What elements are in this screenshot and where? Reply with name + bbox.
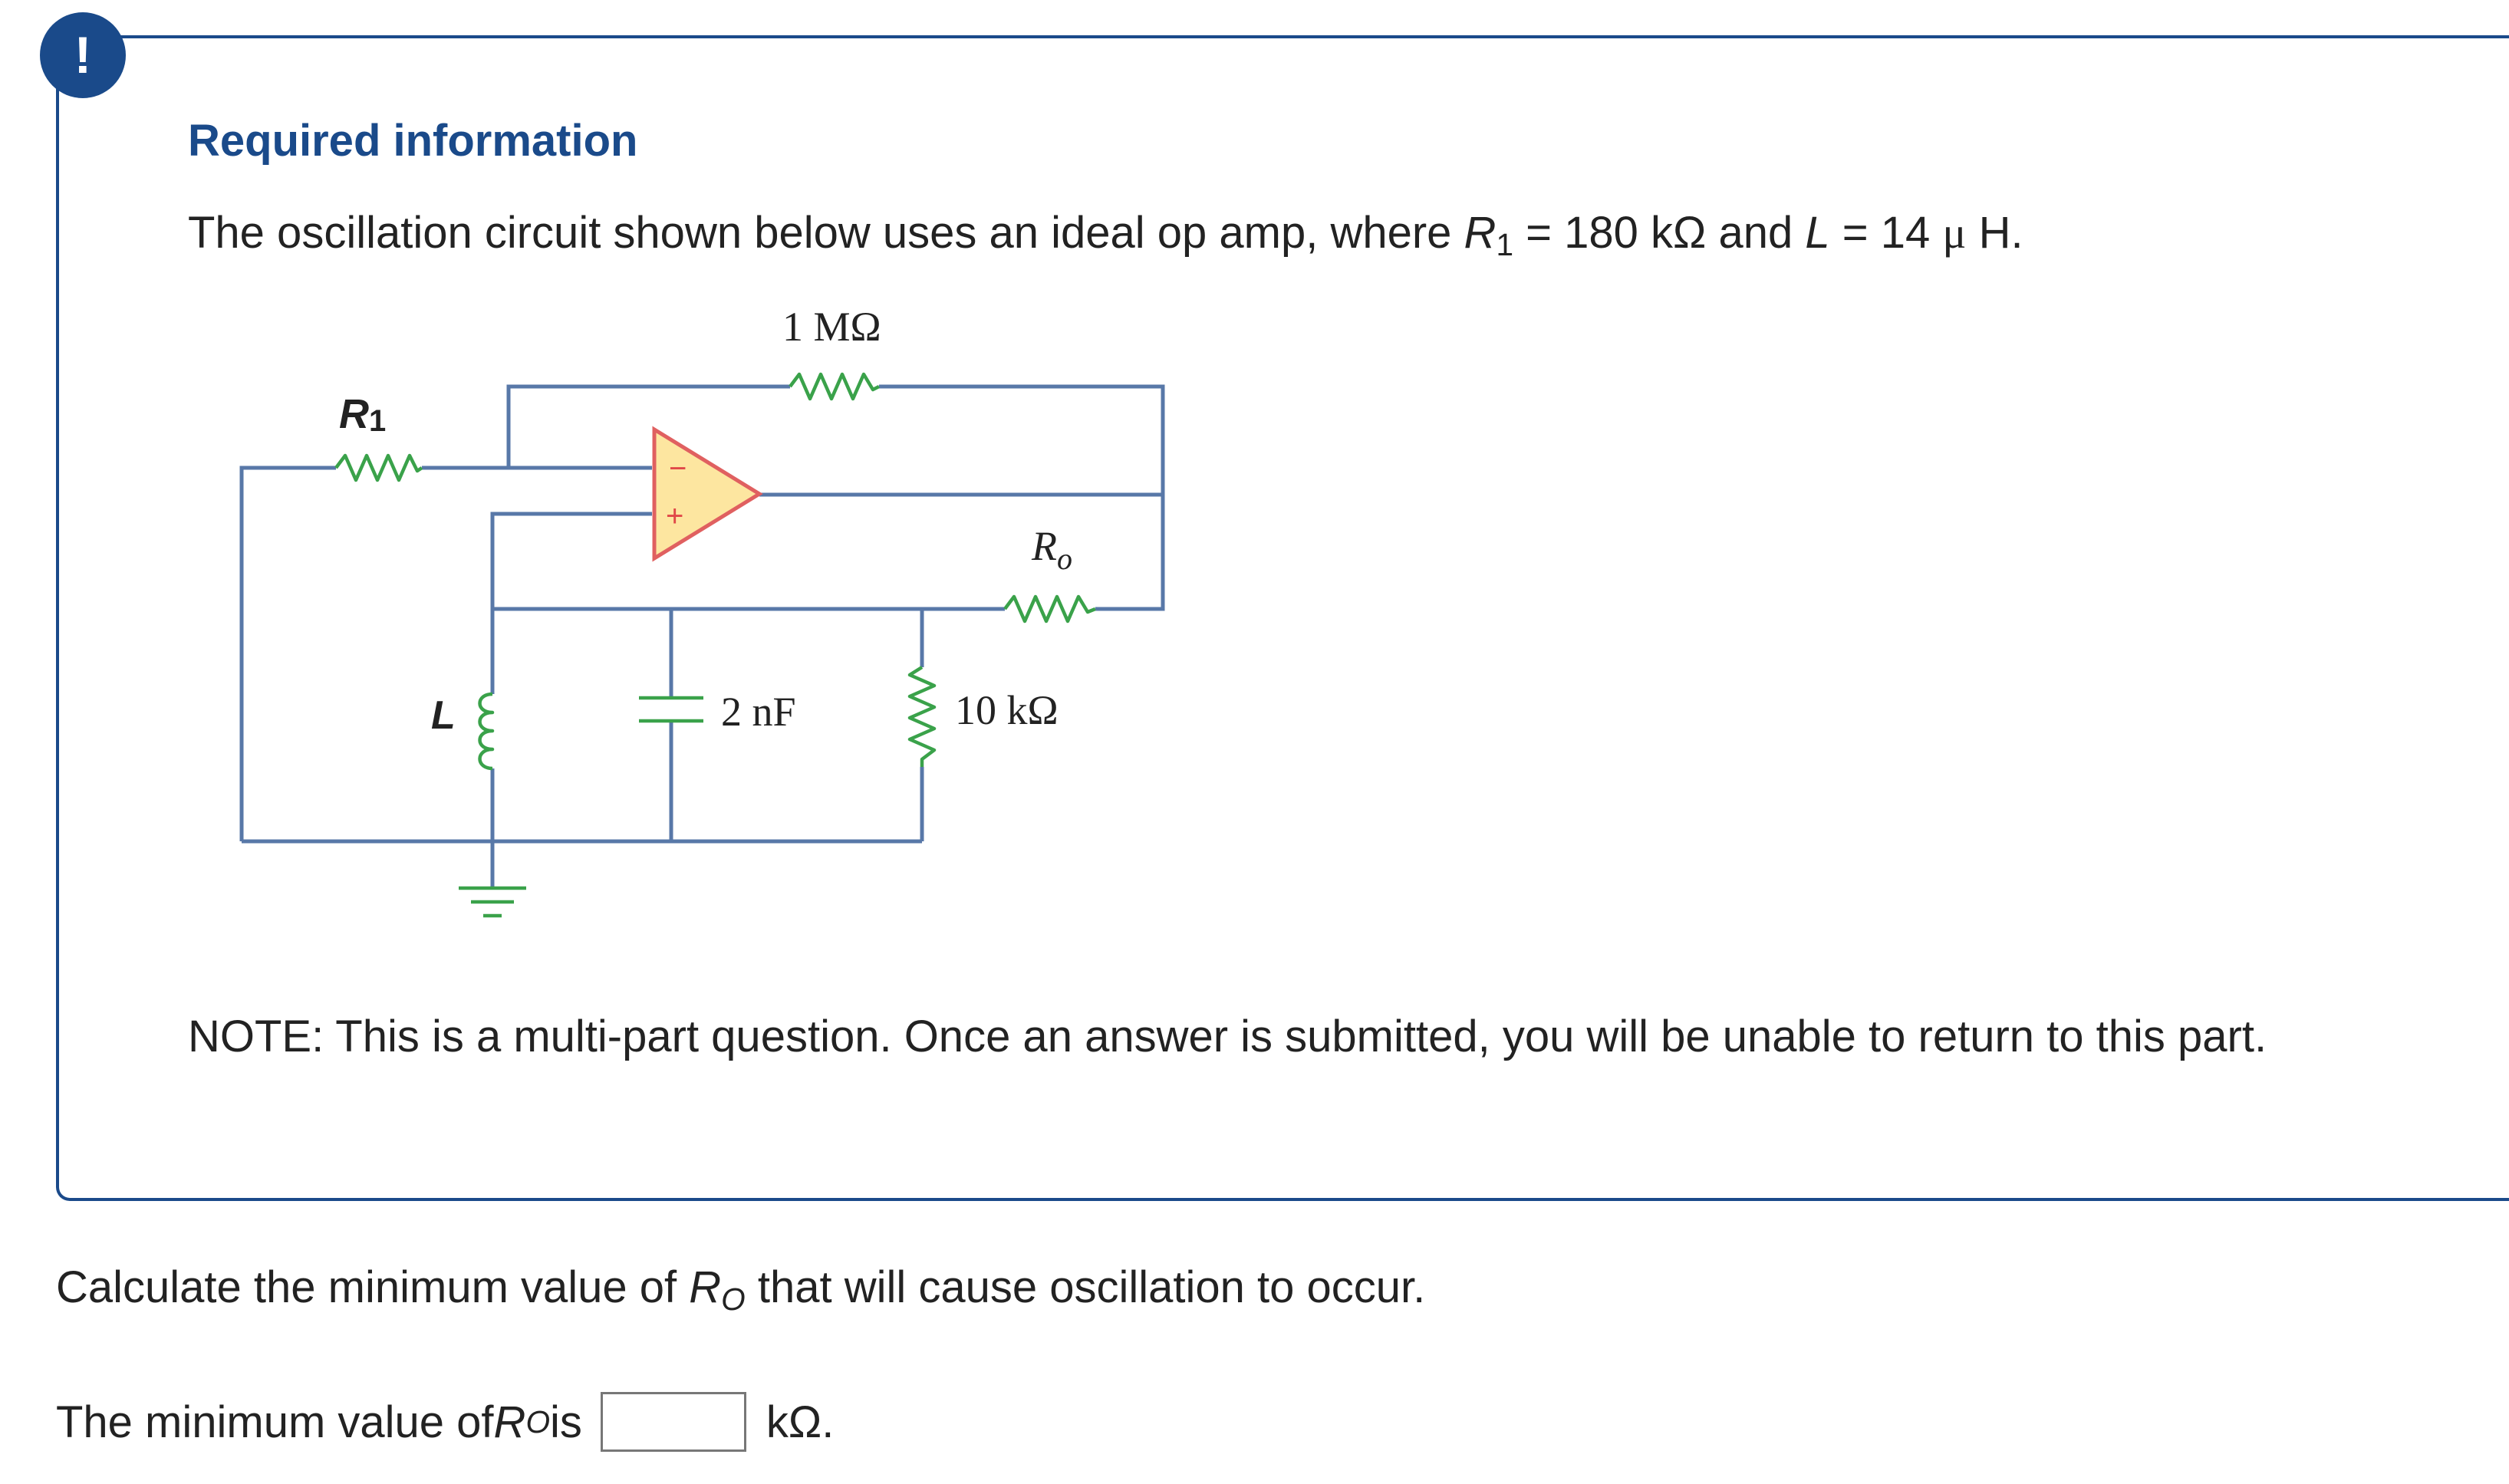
answer-after: is (550, 1397, 582, 1447)
answer-line (56, 1392, 834, 1452)
required-info-title: Required information (188, 116, 638, 166)
load-resistor (910, 667, 934, 767)
ro-resistor (1005, 597, 1095, 621)
load-resistor-label: 10 kΩ (955, 687, 1059, 733)
r1-resistor (336, 456, 422, 480)
answer-ro-subscript: O (525, 1403, 551, 1440)
r1-value: = 180 kΩ and (1513, 208, 1806, 258)
op-amp-plus: + (666, 499, 684, 533)
answer-ro-symbol: R (493, 1397, 526, 1447)
r1-label: R1 (339, 391, 387, 438)
question-after: that will cause oscillation to occur. (745, 1262, 1426, 1312)
l-value: = 14 (1829, 208, 1943, 258)
answer-unit: kΩ. (766, 1397, 835, 1447)
question-ro-symbol: R (689, 1262, 722, 1312)
inductor-label: L (431, 693, 456, 738)
problem-statement (188, 207, 2023, 263)
feedback-resistor-label: 1 MΩ (782, 304, 881, 350)
feedback-resistor (790, 374, 879, 399)
answer-before: The minimum value of (56, 1397, 494, 1447)
ro-label: $R_o$ (1032, 523, 1072, 576)
oscillator-circuit-diagram (222, 291, 1204, 936)
l-unit: H. (1966, 208, 2023, 258)
multi-part-note: NOTE: This is a multi-part question. Once an answer is submitted, you will be unable to return to this part. (188, 1012, 2267, 1061)
r1-subscript: 1 (1496, 227, 1514, 263)
question-before: Calculate the minimum value of (56, 1262, 690, 1312)
r1-symbol: R (1464, 208, 1497, 258)
alert-icon: ! (40, 12, 126, 98)
ro-answer-input[interactable] (601, 1392, 746, 1452)
question-ro-subscript: O (721, 1282, 746, 1318)
capacitor-label: 2 nF (721, 689, 796, 735)
op-amp-triangle (654, 429, 759, 558)
question-text (56, 1262, 1425, 1318)
op-amp-minus: − (669, 452, 687, 485)
prompt-intro: The oscillation circuit shown below uses an ideal op amp, where (188, 208, 1464, 258)
inductor (480, 694, 493, 768)
l-symbol: L (1805, 208, 1830, 258)
mu-symbol: μ (1942, 208, 1967, 258)
